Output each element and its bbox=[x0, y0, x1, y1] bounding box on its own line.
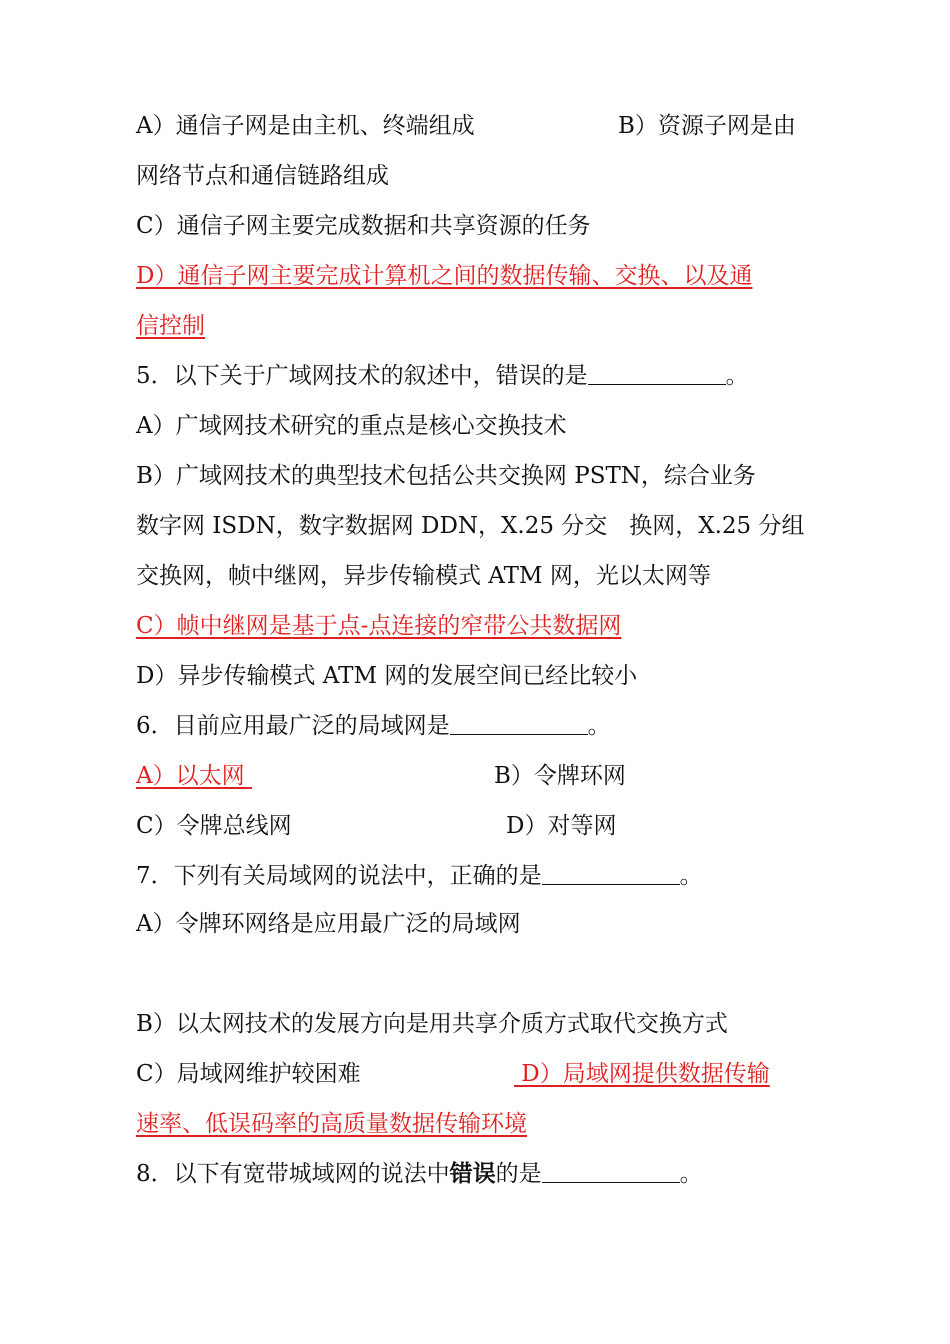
q5-option-b-line2: 数字网 ISDN，数字数据网 DDN，X.25 分交 换网，X.25 分组 bbox=[136, 513, 805, 539]
q4-option-d-answer-continuation: 信控制 bbox=[136, 313, 205, 339]
q4-option-a bbox=[136, 110, 475, 142]
q8-stem-emphasis: 错误 bbox=[449, 1160, 496, 1187]
q6-answer-blank bbox=[450, 710, 588, 735]
q7-option-d-answer: D）局域网提供数据传输 bbox=[514, 1061, 770, 1087]
q8-stem-text-after: 的是 bbox=[495, 1161, 542, 1187]
q4-option-c: C）通信子网主要完成数据和共享资源的任务 bbox=[136, 213, 591, 239]
q7-stem-end: 。 bbox=[679, 863, 703, 889]
q4-option-b-text: B）资源子网是由 bbox=[618, 113, 796, 139]
q5-option-d: D）异步传输模式 ATM 网的发展空间已经比较小 bbox=[136, 663, 638, 689]
q6-option-b: B）令牌环网 bbox=[494, 763, 626, 789]
q5-stem bbox=[136, 360, 749, 392]
q7-option-b: B）以太网技术的发展方向是用共享介质方式取代交换方式 bbox=[136, 1011, 728, 1037]
q4-option-a-text: A）通信子网是由主机、终端组成 bbox=[136, 113, 475, 139]
q5-stem-end: 。 bbox=[725, 363, 749, 389]
q7-option-d-answer-continuation: 速率、低误码率的高质量数据传输环境 bbox=[136, 1111, 527, 1137]
q7-option-c: C）局域网维护较困难 bbox=[136, 1061, 361, 1087]
q5-option-b: B）广域网技术的典型技术包括公共交换网 PSTN，综合业务 bbox=[136, 463, 756, 489]
q6-stem-text: 6．目前应用最广泛的局域网是 bbox=[136, 713, 450, 739]
q8-stem bbox=[136, 1158, 703, 1190]
q5-option-a: A）广域网技术研究的重点是核心交换技术 bbox=[136, 413, 567, 439]
q7-option-a: A）令牌环网络是应用最广泛的局域网 bbox=[136, 911, 521, 937]
q7-stem bbox=[136, 860, 703, 892]
q4-option-ab-continuation: 网络节点和通信链路组成 bbox=[136, 163, 389, 189]
q7-stem-text: 7．下列有关局域网的说法中，正确的是 bbox=[136, 863, 542, 889]
q4-option-b bbox=[618, 110, 796, 142]
q8-stem-end: 。 bbox=[679, 1161, 703, 1187]
q6-option-d: D）对等网 bbox=[506, 813, 617, 839]
q6-stem-end: 。 bbox=[587, 713, 611, 739]
q8-stem-text: 8．以下有宽带城域网的说法中 bbox=[136, 1161, 450, 1187]
q4-option-d-answer: D）通信子网主要完成计算机之间的数据传输、交换、以及通 bbox=[136, 263, 753, 289]
q8-answer-blank bbox=[542, 1158, 680, 1183]
q6-option-a-answer: A）以太网 bbox=[136, 763, 252, 789]
q5-stem-text: 5．以下关于广域网技术的叙述中，错误的是 bbox=[136, 363, 588, 389]
q5-option-c-answer: C）帧中继网是基于点-点连接的窄带公共数据网 bbox=[136, 613, 622, 639]
q6-option-c: C）令牌总线网 bbox=[136, 813, 292, 839]
q7-answer-blank bbox=[542, 860, 680, 885]
q5-answer-blank bbox=[588, 360, 726, 385]
q5-option-b-line3: 交换网，帧中继网，异步传输模式 ATM 网，光以太网等 bbox=[136, 563, 711, 589]
q6-stem bbox=[136, 710, 611, 742]
